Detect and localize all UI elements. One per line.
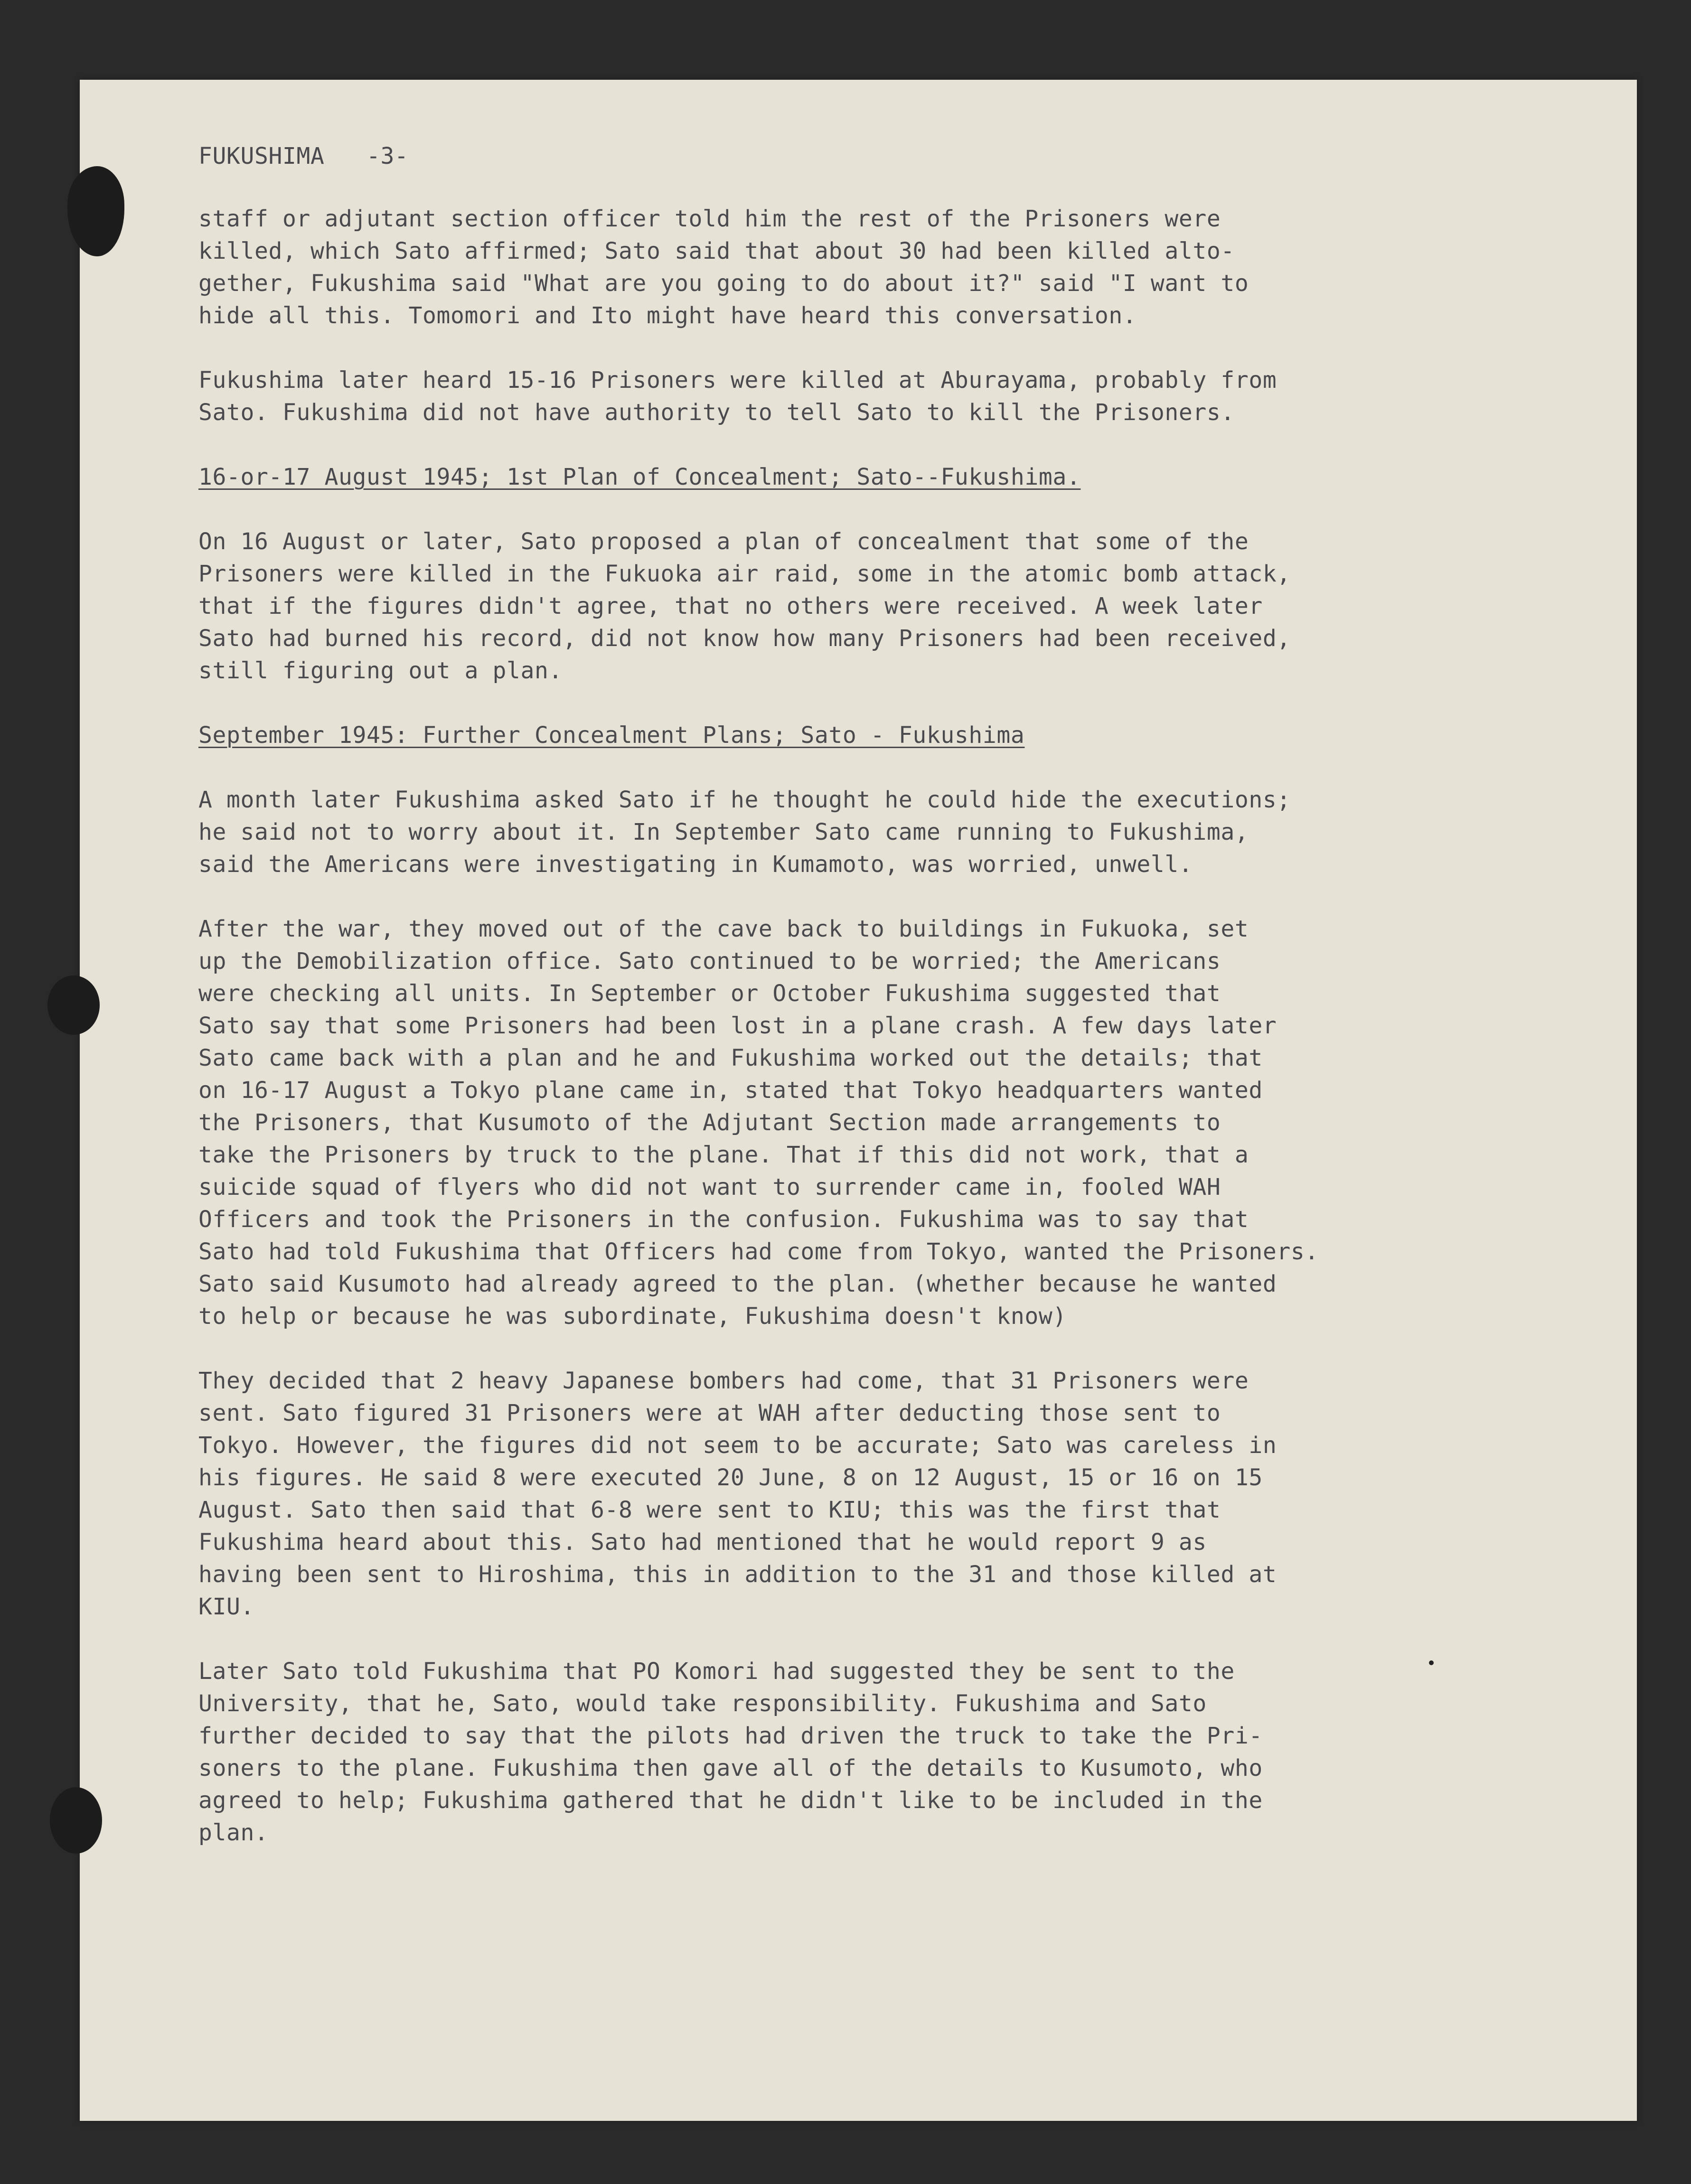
paragraph — [198, 1655, 1556, 1849]
text-line: A month later Fukushima asked Sato if he thought he could hide the executions; — [198, 787, 1291, 813]
punch-hole-middle — [47, 975, 100, 1035]
text-line: further decided to say that the pilots had driven the truck to take the Pri- — [198, 1723, 1263, 1749]
text-line: staff or adjutant section officer told him the rest of the Prisoners were — [198, 206, 1221, 232]
document-body — [198, 140, 1556, 1881]
text-line: Sato came back with a plan and he and Fukushima worked out the details; that — [198, 1045, 1263, 1071]
text-line: plan. — [198, 1819, 269, 1846]
punch-hole-bottom — [50, 1787, 102, 1854]
paragraph — [198, 784, 1556, 881]
text-line: to help or because he was subordinate, Fukushima doesn't know) — [198, 1303, 1067, 1330]
text-line: KIU. — [198, 1593, 254, 1620]
text-line: Sato said Kusumoto had already agreed to the plan. (whether because he wanted — [198, 1271, 1277, 1297]
text-line: still figuring out a plan. — [198, 657, 563, 684]
header-title: FUKUSHIMA — [198, 143, 325, 169]
text-line: They decided that 2 heavy Japanese bombers had come, that 31 Prisoners were — [198, 1368, 1249, 1394]
document-sections — [198, 203, 1556, 1849]
text-line: take the Prisoners by truck to the plane. That if this did not work, that a — [198, 1142, 1249, 1168]
text-line: gether, Fukushima said "What are you going to do about it?" said "I want to — [198, 270, 1249, 297]
paragraph — [198, 525, 1556, 687]
text-line: soners to the plane. Fukushima then gave all of the details to Kusumoto, who — [198, 1755, 1263, 1781]
text-line: killed, which Sato affirmed; Sato said that about 30 had been killed alto- — [198, 238, 1235, 264]
text-line: sent. Sato figured 31 Prisoners were at WAH after deducting those sent to — [198, 1400, 1221, 1426]
text-line: up the Demobilization office. Sato continued to be worried; the Americans — [198, 948, 1221, 975]
text-line: Sato. Fukushima did not have authority to tell Sato to kill the Prisoners. — [198, 399, 1235, 426]
paragraph — [198, 913, 1556, 1332]
punch-hole-top — [67, 166, 124, 256]
paragraph — [198, 364, 1556, 429]
text-line: Tokyo. However, the figures did not seem to be accurate; Sato was careless in — [198, 1432, 1277, 1459]
text-line: Prisoners were killed in the Fukuoka air raid, some in the atomic bomb attack, — [198, 561, 1291, 587]
text-line: were checking all units. In September or October Fukushima suggested that — [198, 980, 1221, 1007]
text-line: University, that he, Sato, would take responsibility. Fukushima and Sato — [198, 1690, 1207, 1717]
paragraph — [198, 203, 1556, 332]
text-line: After the war, they moved out of the cave back to buildings in Fukuoka, set — [198, 916, 1249, 942]
section-heading: September 1945: Further Concealment Plans; Sato - Fukushima — [198, 722, 1025, 749]
text-line: on 16-17 August a Tokyo plane came in, stated that Tokyo headquarters wanted — [198, 1077, 1263, 1104]
text-line: said the Americans were investigating in Kumamoto, was worried, unwell. — [198, 851, 1193, 878]
text-line: Officers and took the Prisoners in the confusion. Fukushima was to say that — [198, 1206, 1249, 1233]
text-line: having been sent to Hiroshima, this in addition to the 31 and those killed at — [198, 1561, 1277, 1588]
text-line: he said not to worry about it. In September Sato came running to Fukushima, — [198, 819, 1249, 845]
text-line: Sato say that some Prisoners had been lost in a plane crash. A few days later — [198, 1012, 1277, 1039]
text-line: that if the figures didn't agree, that no others were received. A week later — [198, 593, 1263, 619]
text-line: suicide squad of flyers who did not want to surrender came in, fooled WAH — [198, 1174, 1221, 1200]
page-number: -3- — [366, 143, 409, 169]
text-line: hide all this. Tomomori and Ito might have heard this conversation. — [198, 302, 1137, 329]
text-line: Fukushima heard about this. Sato had mentioned that he would report 9 as — [198, 1529, 1207, 1556]
text-line: Later Sato told Fukushima that PO Komori had suggested they be sent to the — [198, 1658, 1235, 1685]
section-heading: 16-or-17 August 1945; 1st Plan of Concealment; Sato--Fukushima. — [198, 464, 1081, 490]
page-header — [198, 140, 1556, 172]
text-line: agreed to help; Fukushima gathered that he didn't like to be included in the — [198, 1787, 1263, 1814]
text-line: the Prisoners, that Kusumoto of the Adjutant Section made arrangements to — [198, 1109, 1221, 1136]
text-line: August. Sato then said that 6-8 were sent to KIU; this was the first that — [198, 1497, 1221, 1523]
text-line: On 16 August or later, Sato proposed a plan of concealment that some of the — [198, 528, 1249, 555]
paragraph — [198, 1365, 1556, 1623]
text-line: his figures. He said 8 were executed 20 June, 8 on 12 August, 15 or 16 on 15 — [198, 1464, 1263, 1491]
text-line: Fukushima later heard 15-16 Prisoners were killed at Aburayama, probably from — [198, 367, 1277, 394]
text-line: Sato had burned his record, did not know how many Prisoners had been received, — [198, 625, 1291, 652]
text-line: Sato had told Fukushima that Officers had come from Tokyo, wanted the Prisoners. — [198, 1238, 1319, 1265]
